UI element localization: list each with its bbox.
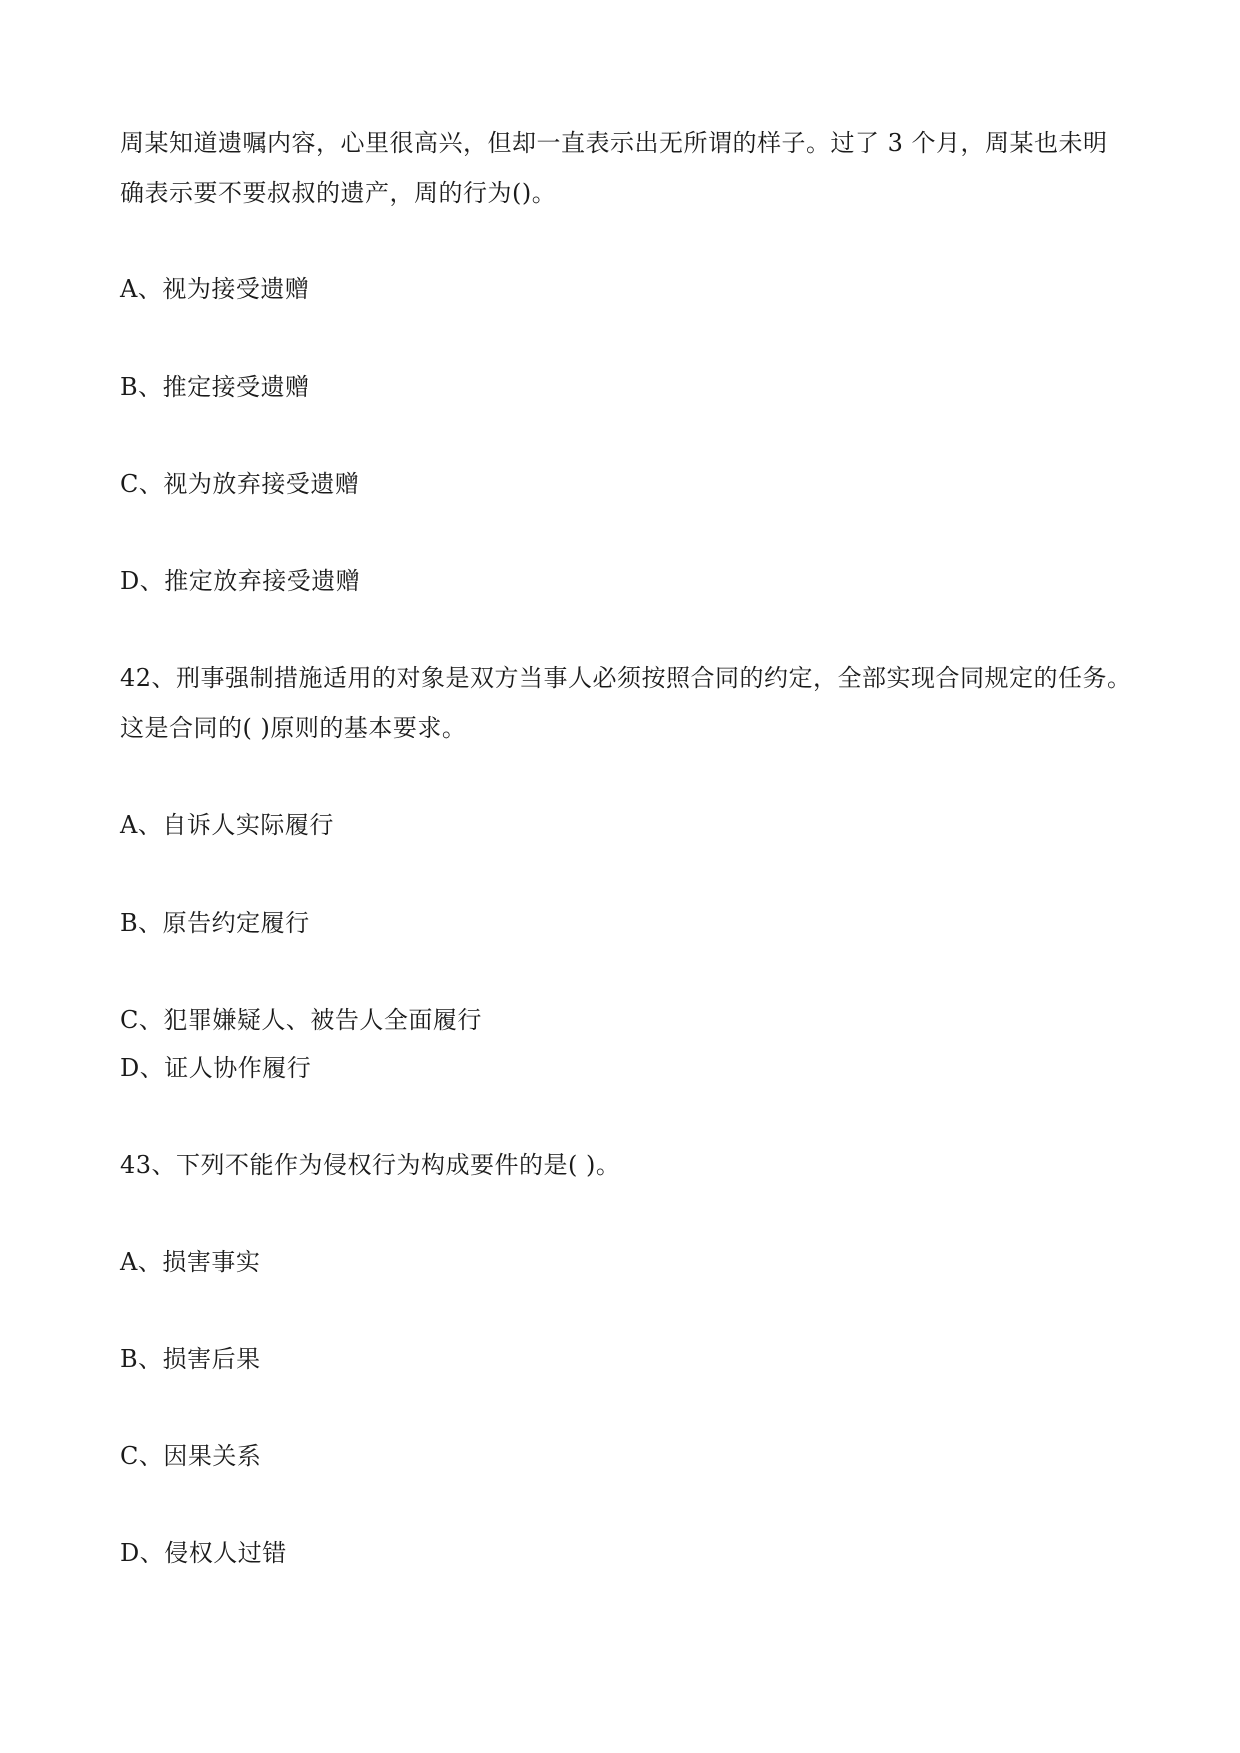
- question-41-stem-line-2: 确表示要不要叔叔的遗产，周的行为()。: [120, 179, 557, 207]
- question-42-stem-line-1: 42、刑事强制措施适用的对象是双方当事人必须按照合同的约定，全部实现合同规定的任务。: [120, 664, 1132, 692]
- question-43-option-b: B、损害后果: [120, 1345, 261, 1373]
- question-41-option-b: B、推定接受遗赠: [120, 373, 310, 401]
- question-41-option-a: A、视为接受遗赠: [120, 275, 310, 303]
- question-42-option-a: A、自诉人实际履行: [120, 811, 334, 839]
- question-41-stem-line-1: 周某知道遗嘱内容，心里很高兴，但却一直表示出无所谓的样子。过了 3 个月，周某也未明: [120, 129, 1108, 157]
- question-43-option-d: D、侵权人过错: [120, 1539, 287, 1567]
- question-43-option-c: C、因果关系: [120, 1442, 262, 1470]
- question-42-option-b: B、原告约定履行: [120, 909, 310, 937]
- question-41-option-d: D、推定放弃接受遗赠: [120, 567, 361, 595]
- question-42-option-c: C、犯罪嫌疑人、被告人全面履行: [120, 1006, 482, 1034]
- question-42-option-d: D、证人协作履行: [120, 1054, 312, 1082]
- question-43-stem-line-1: 43、下列不能作为侵权行为构成要件的是( )。: [120, 1151, 621, 1179]
- question-43-option-a: A、损害事实: [120, 1248, 261, 1276]
- question-42-stem-line-2: 这是合同的( )原则的基本要求。: [120, 714, 467, 742]
- question-41-option-c: C、视为放弃接受遗赠: [120, 470, 360, 498]
